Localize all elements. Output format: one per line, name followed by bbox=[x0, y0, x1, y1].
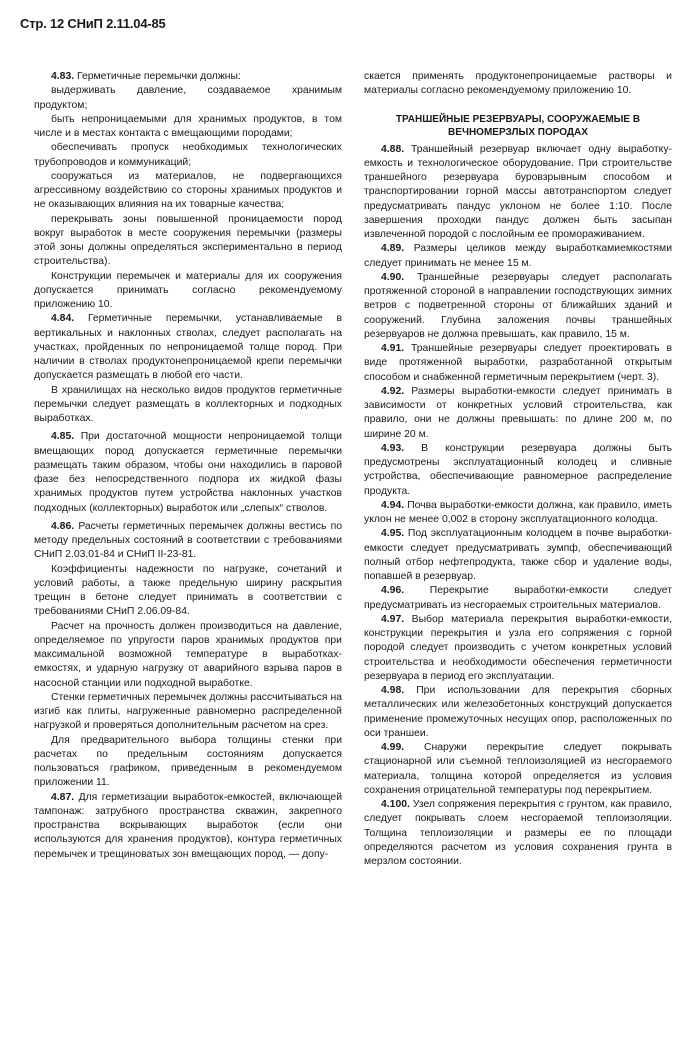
paragraph-text: Размеры целиков между выработкамиемкостями следует принимать не менее 15 м. bbox=[364, 243, 672, 269]
paragraph bbox=[34, 70, 342, 84]
continued-paragraph: скается применять продуктонепроницаемые растворы и материалы согласно рекомендуемому приложению 10. bbox=[364, 71, 672, 97]
clause-number: 4.85. bbox=[51, 431, 75, 443]
paragraph bbox=[34, 430, 342, 516]
paragraph-text: Траншейные резервуары следует располагать протяженной стороной в направлении господствующих зимних ветров с подветренной стороны от ближайших зданий и сооружений. Глубина заложения почвы траншейных резервуаров не должна превышать, как правило, 15 м. bbox=[364, 271, 672, 340]
paragraph bbox=[34, 270, 342, 313]
paragraph bbox=[34, 84, 342, 113]
paragraph-text: Герметичные перемычки, устанавливаемые в вертикальных и наклонных стволах, следует располагать на участках, пройденных по непроницаемой толще пород. При наличии в стволах продуктонепроницаемой крепи перемычки допускается размещать в любой его части. bbox=[34, 313, 342, 382]
paragraph-text: Под эксплуатационным колодцем в почве выработки-емкости следует предусматривать зумпф, обеспечивающий полный отбор нефтепродукта, также сбор и удаление воды, попавшей в резервуар. bbox=[364, 528, 672, 582]
paragraph-text: Коэффициенты надежности по нагрузке, сочетаний и условий работы, а также предельную ширину раскрытия трещин в бетоне следует принимать в соответствии с требованиями СНиП 2.06.09-84. bbox=[34, 563, 342, 618]
clause-number: 4.97. bbox=[381, 613, 405, 625]
paragraph bbox=[34, 734, 342, 791]
paragraph bbox=[34, 520, 342, 563]
paragraph bbox=[364, 798, 672, 869]
paragraph bbox=[364, 385, 672, 442]
paragraph-text: сооружаться из материалов, не подвергающихся агрессивному воздействию со стороны хранимых продуктов и не оказывающих влияния на их товарные качества; bbox=[34, 170, 342, 211]
clause-number: 4.99. bbox=[381, 742, 405, 753]
paragraph bbox=[364, 613, 672, 684]
left-column bbox=[34, 70, 342, 862]
clause-number: 4.90. bbox=[381, 271, 405, 283]
paragraph bbox=[34, 691, 342, 734]
paragraph-text: В хранилищах на несколько видов продуктов герметичные перемычки следует размещать в коллекторных и подходных выработках. bbox=[34, 384, 342, 424]
paragraph bbox=[364, 442, 672, 499]
paragraph-text: При достаточной мощности непроницаемой толщи вмещающих пород допускается герметичные перемычки размещать таким образом, чтобы они находились в паровой фазе без непосредственного подпора их жидкой фазы хранимых продуктов путем устройства наклонных участков подходных (коллекторных) выработок или „слепых“ стволов. bbox=[34, 431, 342, 514]
paragraph-text: При использовании для перекрытия сборных металлических или железобетонных конструкций допускается применение промежуточных несущих опор, расположенных по оси траншеи. bbox=[364, 685, 672, 739]
paragraph-text: Для предварительного выбора толщины стенки при расчетах по предельным состояниям допускается пользоваться графиком, приведенным в рекомендуемом приложении 11. bbox=[34, 734, 342, 789]
paragraph-text: обеспечивать пропуск необходимых технологических трубопроводов и коммуникаций; bbox=[34, 142, 342, 168]
paragraph-text: Герметичные перемычки должны: bbox=[74, 71, 241, 82]
paragraph bbox=[34, 141, 342, 170]
right-column bbox=[364, 70, 672, 869]
paragraph bbox=[34, 791, 342, 862]
clause-number: 4.88. bbox=[381, 143, 405, 155]
clause-number: 4.92. bbox=[381, 385, 405, 397]
paragraph bbox=[364, 242, 672, 271]
paragraph bbox=[34, 384, 342, 427]
paragraph-text: Выбор материала перекрытия выработки-емкости, конструкции перекрытия и узла его сопряжения с горной породой следует производить с учетом конкретных условий строительства и необходимости обеспечения герметичности резервуара в период его эксплуатации. bbox=[364, 613, 672, 682]
clause-number: 4.91. bbox=[381, 343, 405, 354]
paragraph-text: Траншейные резервуары следует проектировать в виде протяженной выработки, разработанной открытым способом и снабженной герметичным перекрытием (черт. 3). bbox=[364, 343, 672, 383]
clause-number: 4.84. bbox=[51, 313, 75, 325]
clause-number: 4.96. bbox=[381, 585, 405, 597]
clause-number: 4.95. bbox=[381, 528, 405, 540]
paragraph bbox=[364, 499, 672, 528]
paragraph-text: Расчеты герметичных перемычек должны вестись по методу предельных состояний в соответствии с требованиями СНиП 2.03.01-84 и СНиП II-23-81. bbox=[34, 520, 342, 561]
section-title: ТРАНШЕЙНЫЕ РЕЗЕРВУАРЫ, СООРУЖАЕМЫЕ В ВЕЧНОМЕРЗЛЫХ ПОРОДАХ bbox=[395, 113, 641, 138]
paragraph bbox=[34, 170, 342, 213]
clause-number: 4.98. bbox=[381, 685, 405, 696]
paragraph bbox=[364, 584, 672, 613]
paragraph bbox=[34, 113, 342, 142]
clause-number: 4.83. bbox=[51, 71, 75, 82]
clause-number: 4.93. bbox=[381, 442, 405, 454]
paragraph-text: Узел сопряжения перекрытия с грунтом, как правило, следует покрывать слоем несгораемой теплоизоляции. Толщина теплоизоляции и размеры ее по площади определяются расчетом из условия сохранения грунта в мерзлом состоянии. bbox=[364, 799, 672, 867]
paragraph-text: выдерживать давление, создаваемое хранимым продуктом; bbox=[34, 85, 342, 111]
paragraph bbox=[34, 563, 342, 620]
paragraph-text: быть непроницаемыми для хранимых продуктов, в том числе и в местах контакта с вмещающими породами; bbox=[34, 113, 342, 139]
paragraph bbox=[34, 213, 342, 270]
paragraph bbox=[364, 741, 672, 798]
paragraph-text: Расчет на прочность должен производиться на давление, определяемое по упругости паров хранимых продуктов при максимальной возможной температуре в выработках-емкостях, и ударную нагрузку от аварийного взрыва паров в насосной станции или подходной выработке. bbox=[34, 620, 342, 689]
paragraph-text: Перекрытие выработки-емкости следует предусматривать из несгораемых строительных материалов. bbox=[364, 585, 672, 611]
paragraph-text: Конструкции перемычек и материалы для их сооружения допускается принимать согласно рекомендуемому приложению 10. bbox=[34, 270, 342, 310]
clause-number: 4.94. bbox=[381, 499, 405, 511]
paragraph bbox=[364, 527, 672, 584]
page-header: Стр. 12 СНиП 2.11.04-85 bbox=[20, 16, 166, 31]
clause-number: 4.86. bbox=[51, 520, 75, 532]
paragraph-text: перекрывать зоны повышенной проницаемости пород вокруг выработок в месте сооружения перемычки (размеры этой зоны должны определяться экспериментально в период строительства). bbox=[34, 213, 342, 268]
paragraph bbox=[34, 312, 342, 383]
clause-number: 4.100. bbox=[381, 799, 410, 810]
paragraph bbox=[364, 342, 672, 385]
paragraph-text: Траншейный резервуар включает одну выработку-емкость и технологическое оборудование. При строительстве траншейного резервуара буровзрывным способом и транспортировании горной массы автотранспортом следует предусматривать пандус уклоном не более 1:10. После завершения проходки пандус должен быть засыпан извлеченной породой с послойным ее проморaживанием. bbox=[364, 143, 672, 240]
paragraph-text: Снаружи перекрытие следует покрывать стационарной или съемной теплоизоляцией из несгораемого материала, толщина которой определяется из условия сохранения отрицательной температуры под перекрытием. bbox=[364, 742, 672, 796]
paragraph bbox=[364, 271, 672, 342]
clause-number: 4.87. bbox=[51, 791, 75, 803]
paragraph-text: Размеры выработки-емкости следует принимать в зависимости от конкретных условий строительства, как правило, они не должны превышать: по длине 200 м, по ширине 20 м. bbox=[364, 385, 672, 440]
paragraph bbox=[34, 620, 342, 691]
clause-number: 4.89. bbox=[381, 243, 405, 255]
paragraph bbox=[364, 143, 672, 243]
paragraph-text: Для герметизации выработок-емкостей, включающей тампонаж: затрубного пространства скважин, закрепного пространства вскрывающих выработок (если они используются для хранения продуктов), контура герметичных перемычек и трещиноватых зон вмещающих пород, — допу- bbox=[34, 791, 342, 860]
paragraph bbox=[364, 684, 672, 741]
paragraph-text: Стенки герметичных перемычек должны рассчитываться на изгиб как плиты, нагруженные равномерно распределенной нагрузкой и проверяться дополнительным расчетом на срез. bbox=[34, 691, 342, 732]
paragraph-text: В конструкции резервуара должны быть предусмотрены эксплуатационный колодец и сливные устройства, обеспечивающие равномерное распределение продукта. bbox=[364, 442, 672, 497]
paragraph-text: Почва выработки-емкости должна, как правило, иметь уклон не менее 0,002 в сторону эксплуатационного колодца. bbox=[364, 499, 672, 525]
